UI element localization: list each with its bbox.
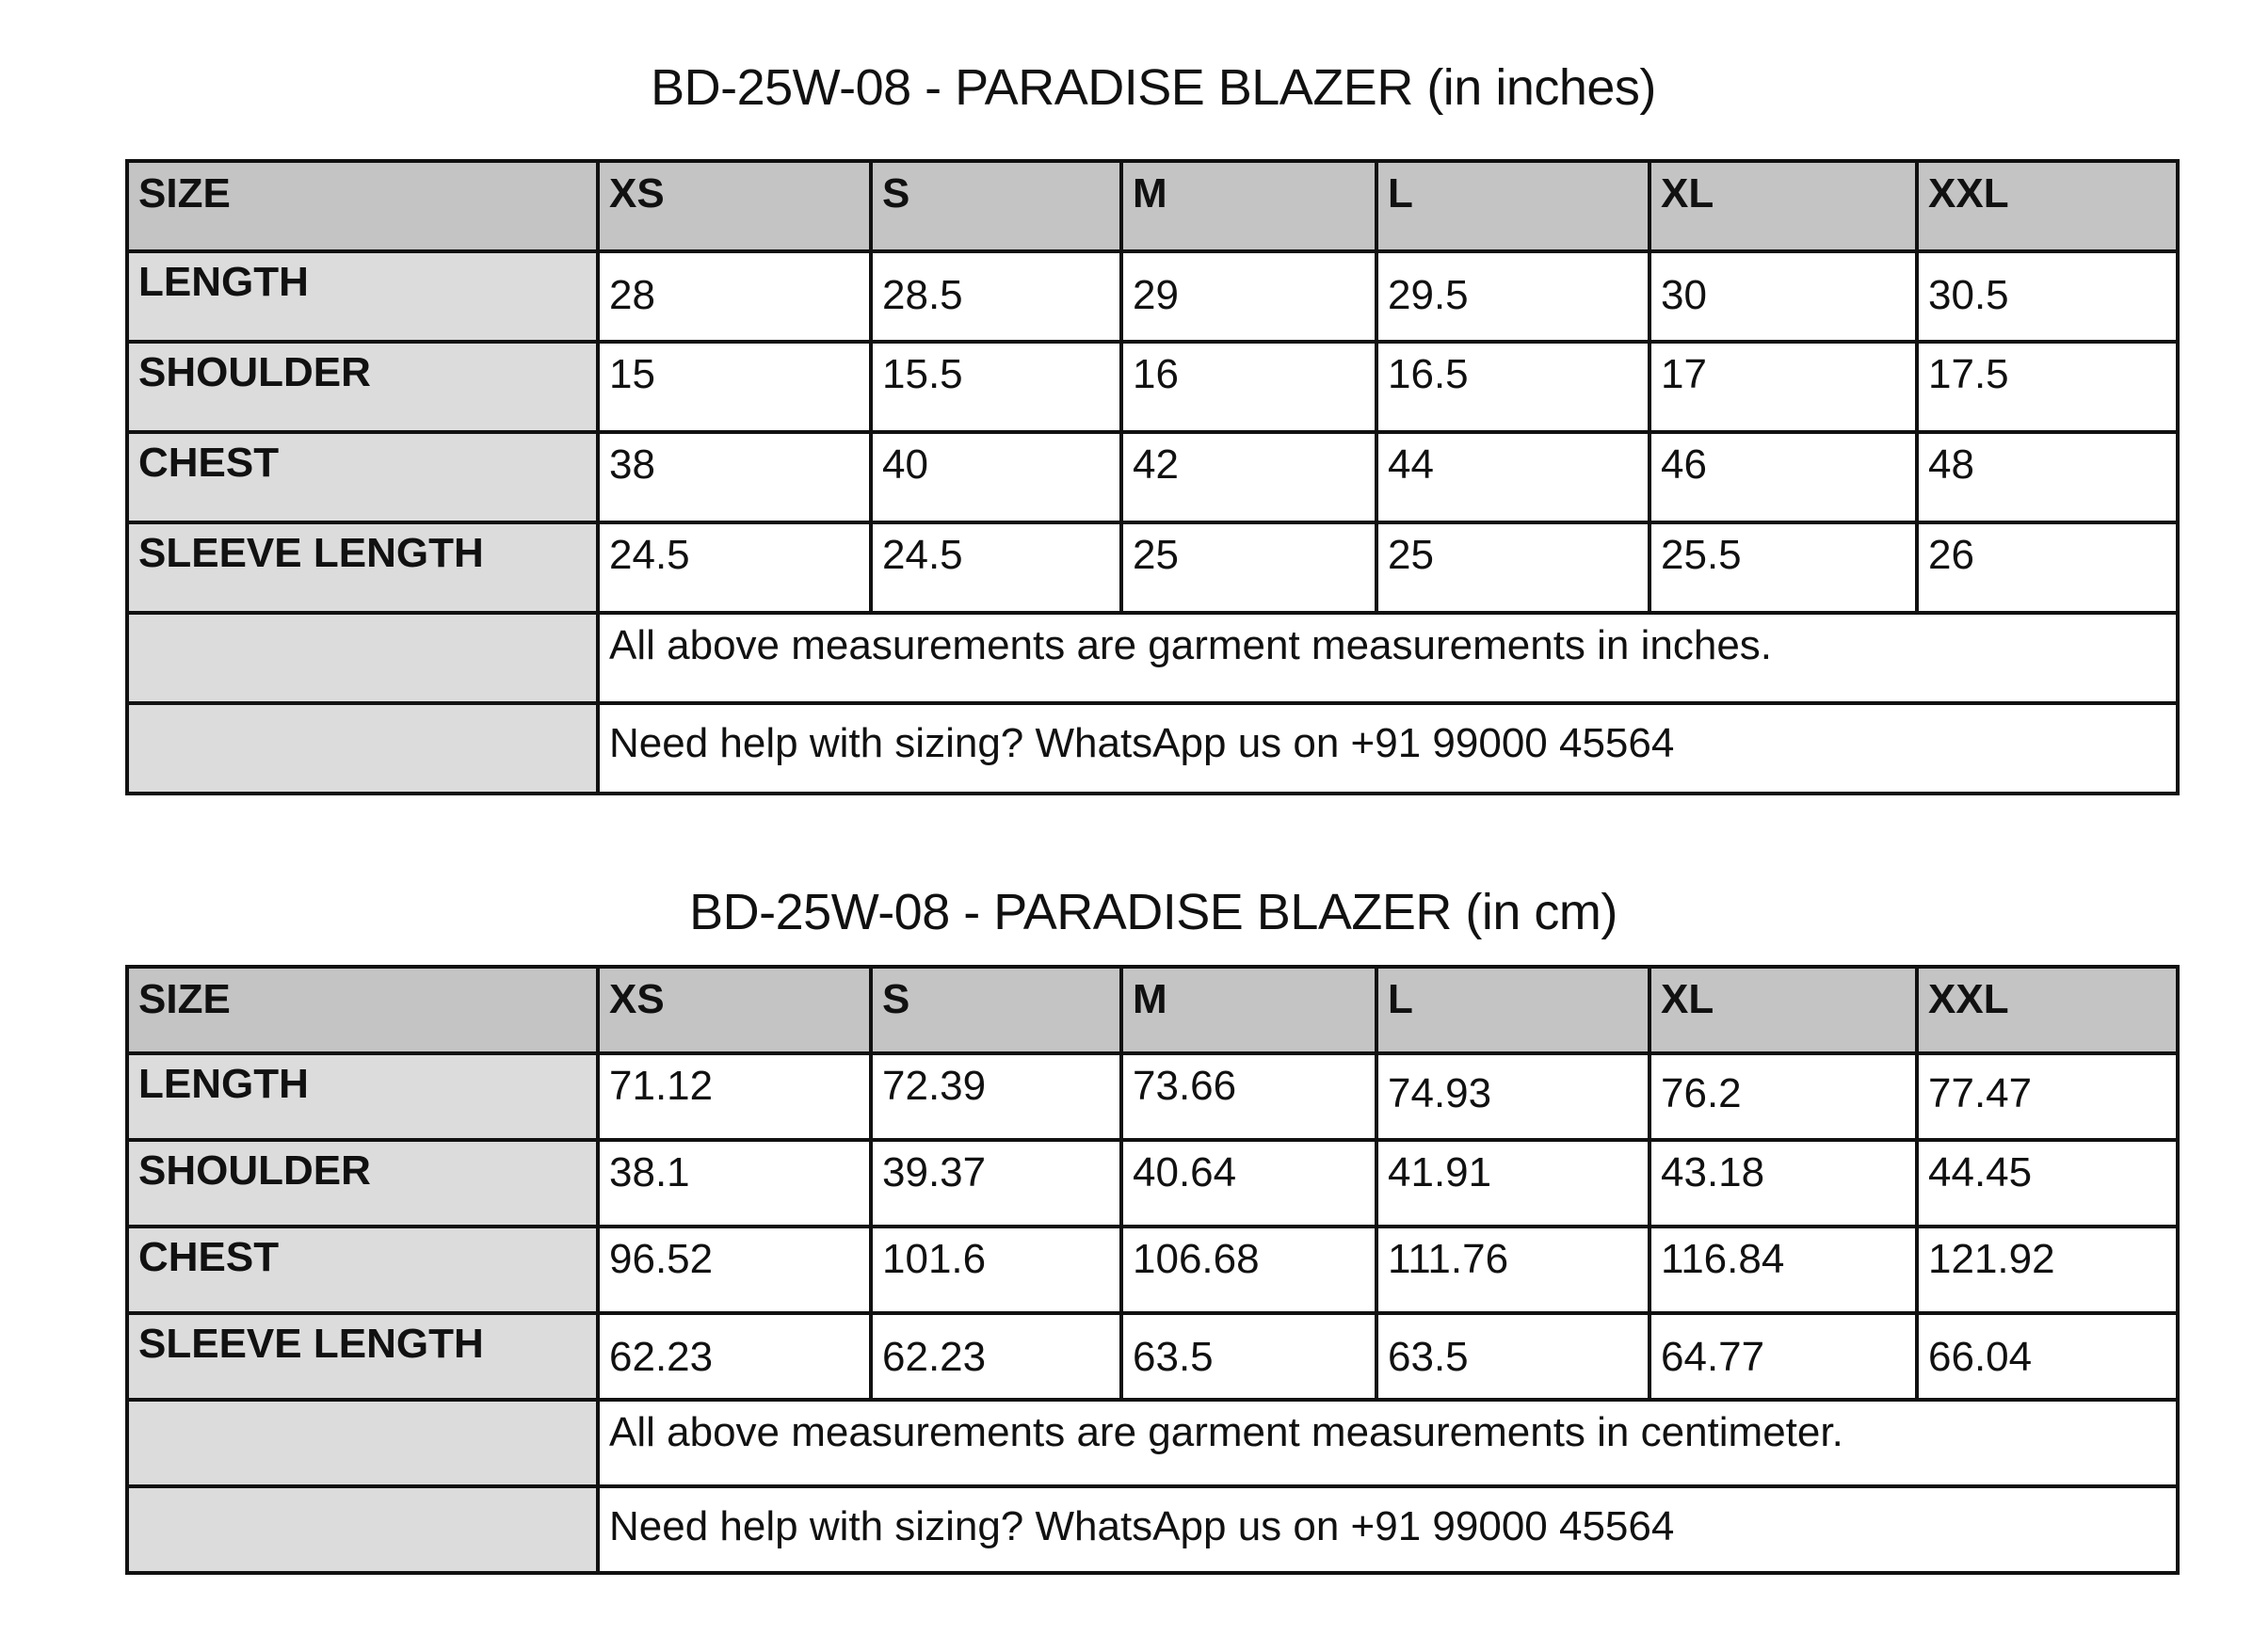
row-label: LENGTH (127, 1053, 598, 1140)
value-cell: 62.23 (871, 1313, 1121, 1400)
header-cell-l: L (1376, 161, 1650, 251)
empty-label-cell (127, 1486, 598, 1573)
row-label: CHEST (127, 1227, 598, 1313)
value-cell: 17 (1650, 342, 1917, 432)
inches-chart-title: BD-25W-08 - PARADISE BLAZER (in inches) (651, 59, 1656, 116)
table-header-row (127, 967, 2178, 1053)
value-cell: 42 (1121, 432, 1376, 522)
row-label: CHEST (127, 432, 598, 522)
table-row-shoulder (127, 1140, 2178, 1227)
value-cell: 106.68 (1121, 1227, 1376, 1313)
value-cell: 40 (871, 432, 1121, 522)
table-row-help (127, 1486, 2178, 1573)
measurement-note: All above measurements are garment measurements in centimeter. (598, 1400, 2178, 1486)
header-cell-xxl: XXL (1917, 161, 2178, 251)
value-cell: 28.5 (871, 251, 1121, 342)
value-cell: 71.12 (598, 1053, 871, 1140)
value-cell: 30.5 (1917, 251, 2178, 342)
value-cell: 24.5 (871, 522, 1121, 613)
cm-size-table (125, 965, 2180, 1575)
value-cell: 17.5 (1917, 342, 2178, 432)
value-cell: 96.52 (598, 1227, 871, 1313)
table-row-length (127, 251, 2178, 342)
value-cell: 38 (598, 432, 871, 522)
table-row-chest (127, 432, 2178, 522)
value-cell: 116.84 (1650, 1227, 1917, 1313)
value-cell: 62.23 (598, 1313, 871, 1400)
value-cell: 25 (1376, 522, 1650, 613)
header-cell-xxl: XXL (1917, 967, 2178, 1053)
table-row-sleeve-length (127, 522, 2178, 613)
value-cell: 25.5 (1650, 522, 1917, 613)
value-cell: 43.18 (1650, 1140, 1917, 1227)
value-cell: 63.5 (1376, 1313, 1650, 1400)
value-cell: 39.37 (871, 1140, 1121, 1227)
value-cell: 30 (1650, 251, 1917, 342)
table-row-chest (127, 1227, 2178, 1313)
cm-chart-title: BD-25W-08 - PARADISE BLAZER (in cm) (689, 884, 1617, 940)
value-cell: 29.5 (1376, 251, 1650, 342)
table-header-row (127, 161, 2178, 251)
table-row-note (127, 1400, 2178, 1486)
table-row-note (127, 613, 2178, 703)
value-cell: 16.5 (1376, 342, 1650, 432)
value-cell: 66.04 (1917, 1313, 2178, 1400)
header-cell-s: S (871, 967, 1121, 1053)
header-cell-m: M (1121, 161, 1376, 251)
value-cell: 26 (1917, 522, 2178, 613)
measurement-note: All above measurements are garment measurements in inches. (598, 613, 2178, 703)
header-cell-size: SIZE (127, 967, 598, 1053)
header-cell-size: SIZE (127, 161, 598, 251)
value-cell: 121.92 (1917, 1227, 2178, 1313)
header-cell-s: S (871, 161, 1121, 251)
value-cell: 16 (1121, 342, 1376, 432)
inches-size-table (125, 159, 2180, 795)
sizing-help-text: Need help with sizing? WhatsApp us on +91 99000 45564 (598, 1486, 2178, 1573)
row-label: SLEEVE LENGTH (127, 522, 598, 613)
header-cell-l: L (1376, 967, 1650, 1053)
value-cell: 40.64 (1121, 1140, 1376, 1227)
empty-label-cell (127, 1400, 598, 1486)
empty-label-cell (127, 613, 598, 703)
value-cell: 48 (1917, 432, 2178, 522)
value-cell: 24.5 (598, 522, 871, 613)
value-cell: 74.93 (1376, 1053, 1650, 1140)
value-cell: 64.77 (1650, 1313, 1917, 1400)
value-cell: 29 (1121, 251, 1376, 342)
row-label: LENGTH (127, 251, 598, 342)
header-cell-xs: XS (598, 161, 871, 251)
value-cell: 46 (1650, 432, 1917, 522)
value-cell: 101.6 (871, 1227, 1121, 1313)
row-label: SHOULDER (127, 342, 598, 432)
table-row-help (127, 703, 2178, 794)
empty-label-cell (127, 703, 598, 794)
header-cell-xl: XL (1650, 161, 1917, 251)
value-cell: 73.66 (1121, 1053, 1376, 1140)
table-row-sleeve-length (127, 1313, 2178, 1400)
value-cell: 25 (1121, 522, 1376, 613)
header-cell-m: M (1121, 967, 1376, 1053)
value-cell: 15.5 (871, 342, 1121, 432)
row-label: SLEEVE LENGTH (127, 1313, 598, 1400)
value-cell: 41.91 (1376, 1140, 1650, 1227)
value-cell: 38.1 (598, 1140, 871, 1227)
header-cell-xl: XL (1650, 967, 1917, 1053)
table-row-length (127, 1053, 2178, 1140)
value-cell: 15 (598, 342, 871, 432)
value-cell: 28 (598, 251, 871, 342)
header-cell-xs: XS (598, 967, 871, 1053)
value-cell: 77.47 (1917, 1053, 2178, 1140)
row-label: SHOULDER (127, 1140, 598, 1227)
value-cell: 44 (1376, 432, 1650, 522)
value-cell: 72.39 (871, 1053, 1121, 1140)
sizing-help-text: Need help with sizing? WhatsApp us on +91 99000 45564 (598, 703, 2178, 794)
value-cell: 76.2 (1650, 1053, 1917, 1140)
table-row-shoulder (127, 342, 2178, 432)
value-cell: 63.5 (1121, 1313, 1376, 1400)
value-cell: 111.76 (1376, 1227, 1650, 1313)
value-cell: 44.45 (1917, 1140, 2178, 1227)
